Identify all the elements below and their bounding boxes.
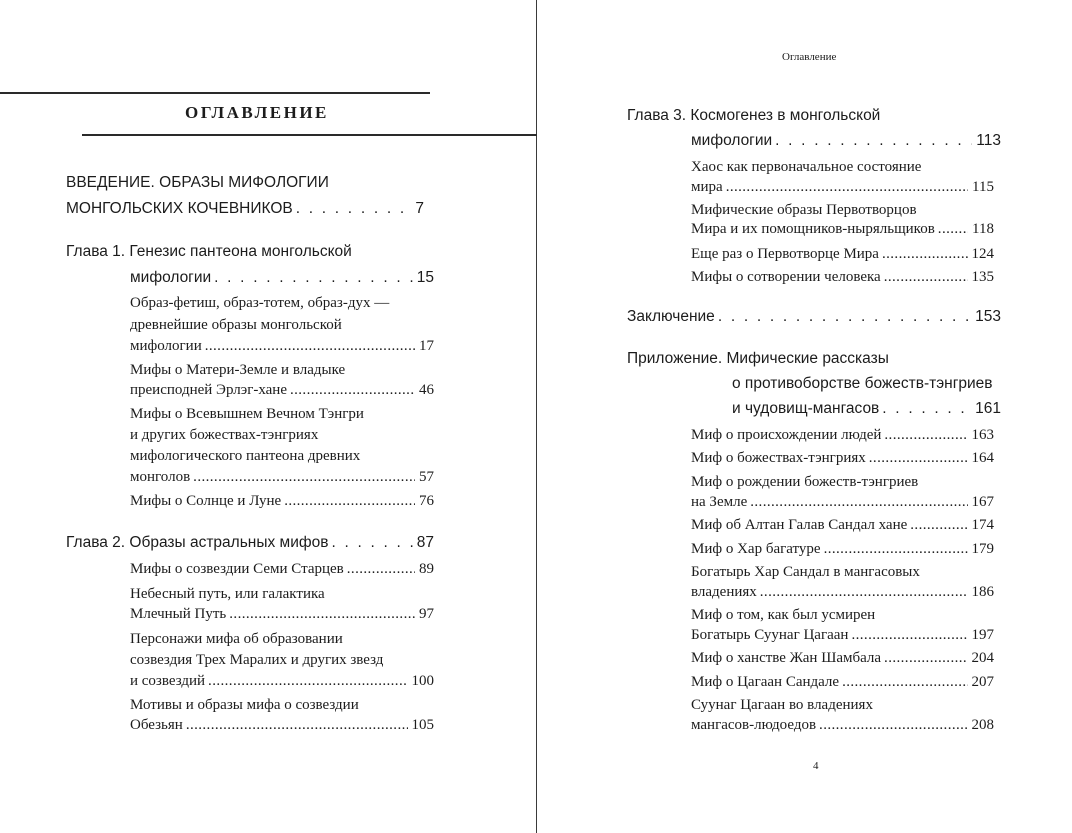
section-text: созвездия Трех Маралих и других звезд bbox=[130, 652, 384, 668]
conclusion-heading: Заключение bbox=[627, 309, 718, 325]
section-text: Мифы о Солнце и Луне bbox=[130, 494, 284, 509]
section-text: Образ-фетиш, образ-тотем, образ-дух — bbox=[130, 295, 390, 311]
section-page: 105 bbox=[408, 718, 435, 733]
toc-entry bbox=[130, 718, 434, 733]
toc-entry-chapter1 bbox=[130, 270, 434, 286]
section-text: Небесный путь, или галактика bbox=[130, 586, 325, 602]
section-page: 197 bbox=[968, 628, 995, 643]
section-text: мангасов-людоедов bbox=[691, 718, 819, 733]
toc-entry bbox=[130, 470, 434, 485]
section-page: 115 bbox=[968, 180, 994, 195]
section-text: Миф об Алтан Галав Сандал хане bbox=[691, 518, 910, 533]
appendix-page: 161 bbox=[971, 401, 1001, 417]
running-head: Оглавление bbox=[782, 51, 837, 63]
toc-entry bbox=[691, 451, 994, 466]
intro-page: 7 bbox=[411, 201, 424, 217]
toc-entry bbox=[691, 542, 994, 557]
book-spine bbox=[536, 0, 537, 833]
section-text: Суунаг Цагаан во владениях bbox=[691, 697, 873, 713]
section-text: монголов bbox=[130, 470, 193, 485]
section-text: Млечный Путь bbox=[130, 607, 229, 622]
section-page: 207 bbox=[968, 675, 995, 690]
section-page: 97 bbox=[415, 607, 434, 622]
toc-entry bbox=[691, 675, 994, 690]
section-text: на Земле bbox=[691, 495, 750, 510]
section-page: 164 bbox=[968, 451, 995, 466]
page-title: ОГЛАВЛЕНИЕ bbox=[185, 103, 329, 122]
chapter3-page: 113 bbox=[972, 133, 1001, 149]
appendix-heading-line3: и чудовищ-мангасов bbox=[732, 401, 882, 417]
toc-entry bbox=[130, 674, 434, 689]
appendix-heading-line2: о противоборстве божеств-тэнгриев bbox=[732, 375, 993, 392]
section-text: Хаос как первоначальное состояние bbox=[691, 159, 922, 175]
chapter1-heading-line1: Глава 1. Генезис пантеона монгольской bbox=[66, 243, 352, 260]
section-text: Богатырь Хар Сандал в мангасовых bbox=[691, 564, 920, 580]
chapter1-heading-line2: мифологии bbox=[130, 270, 214, 286]
section-text: древнейшие образы монгольской bbox=[130, 317, 342, 333]
toc-entry bbox=[691, 270, 994, 285]
section-text: преисподней Эрлэг-хане bbox=[130, 383, 290, 398]
toc-entry bbox=[691, 180, 994, 195]
toc-entry bbox=[691, 247, 994, 262]
toc-entry bbox=[691, 222, 994, 237]
toc-entry-chapter3 bbox=[691, 133, 1001, 149]
section-text: Мифы о Матери-Земле и владыке bbox=[130, 362, 346, 378]
section-page: 124 bbox=[968, 247, 995, 262]
chapter2-heading: Глава 2. Образы астральных мифов bbox=[66, 535, 331, 551]
section-text: Персонажи мифа об образовании bbox=[130, 631, 343, 647]
section-text: Еще раз о Первотворце Мира bbox=[691, 247, 882, 262]
page-number: 4 bbox=[813, 760, 819, 772]
section-text: мифологического пантеона древних bbox=[130, 448, 361, 464]
toc-entry-conclusion bbox=[627, 309, 1001, 325]
toc-entry-appendix bbox=[732, 401, 1001, 417]
section-text: Миф о происхождении людей bbox=[691, 428, 884, 443]
intro-heading-line2: МОНГОЛЬСКИХ КОЧЕВНИКОВ bbox=[66, 201, 296, 217]
intro-heading-line1: ВВЕДЕНИЕ. ОБРАЗЫ МИФОЛОГИИ bbox=[66, 174, 329, 191]
appendix-heading-line1: Приложение. Мифические рассказы bbox=[627, 350, 889, 367]
section-text: Миф о рождении божеств-тэнгриев bbox=[691, 474, 919, 490]
section-text: и других божествах-тэнгриях bbox=[130, 427, 319, 443]
section-text: Мифы о созвездии Семи Старцев bbox=[130, 562, 347, 577]
section-text: Миф о том, как был усмирен bbox=[691, 607, 876, 623]
toc-entry bbox=[691, 495, 994, 510]
section-text: и созвездий bbox=[130, 674, 208, 689]
chapter3-heading-line2: мифологии bbox=[691, 133, 775, 149]
section-page: 76 bbox=[415, 494, 434, 509]
section-text: Миф о Цагаан Сандале bbox=[691, 675, 842, 690]
title-rule-top bbox=[0, 92, 430, 94]
toc-entry bbox=[691, 585, 994, 600]
section-page: 204 bbox=[968, 651, 995, 666]
section-page: 89 bbox=[415, 562, 434, 577]
chapter2-page: 87 bbox=[413, 535, 434, 551]
section-page: 208 bbox=[968, 718, 995, 733]
toc-entry bbox=[130, 383, 434, 398]
section-text: Обезьян bbox=[130, 718, 186, 733]
section-text: мифологии bbox=[130, 339, 205, 354]
section-page: 163 bbox=[968, 428, 995, 443]
section-page: 179 bbox=[968, 542, 995, 557]
title-rule-bottom bbox=[82, 134, 537, 136]
toc-entry bbox=[130, 607, 434, 622]
section-page: 135 bbox=[968, 270, 995, 285]
chapter3-heading-line1: Глава 3. Космогенез в монгольской bbox=[627, 107, 881, 124]
section-text: владениях bbox=[691, 585, 760, 600]
section-page: 100 bbox=[408, 674, 435, 689]
section-text: Мифы о сотворении человека bbox=[691, 270, 884, 285]
section-text: Миф о божествах-тэнгриях bbox=[691, 451, 869, 466]
toc-entry-chapter2 bbox=[66, 535, 434, 551]
section-text: Мотивы и образы мифа о созвездии bbox=[130, 697, 359, 713]
chapter1-page: 15 bbox=[413, 270, 434, 286]
section-page: 186 bbox=[968, 585, 995, 600]
toc-entry bbox=[130, 494, 434, 509]
section-page: 174 bbox=[968, 518, 995, 533]
toc-entry bbox=[691, 518, 994, 533]
section-text: Мифы о Всевышнем Вечном Тэнгри bbox=[130, 406, 364, 422]
section-page: 17 bbox=[415, 339, 434, 354]
toc-entry bbox=[691, 718, 994, 733]
section-text: Мира и их помощников-ныряльщиков bbox=[691, 222, 938, 237]
section-page: 118 bbox=[968, 222, 994, 237]
section-text: мира bbox=[691, 180, 726, 195]
section-page: 167 bbox=[968, 495, 995, 510]
toc-entry bbox=[130, 562, 434, 577]
section-page: 57 bbox=[415, 470, 434, 485]
section-text: Богатырь Суунаг Цагаан bbox=[691, 628, 851, 643]
toc-entry bbox=[691, 628, 994, 643]
section-text: Миф о Хар багатуре bbox=[691, 542, 824, 557]
toc-entry bbox=[130, 339, 434, 354]
toc-entry bbox=[691, 428, 994, 443]
toc-entry-intro bbox=[66, 201, 424, 217]
section-text: Мифические образы Первотворцов bbox=[691, 202, 917, 218]
section-text: Миф о ханстве Жан Шамбала bbox=[691, 651, 884, 666]
toc-entry bbox=[691, 651, 994, 666]
section-page: 46 bbox=[415, 383, 434, 398]
conclusion-page: 153 bbox=[971, 309, 1001, 325]
